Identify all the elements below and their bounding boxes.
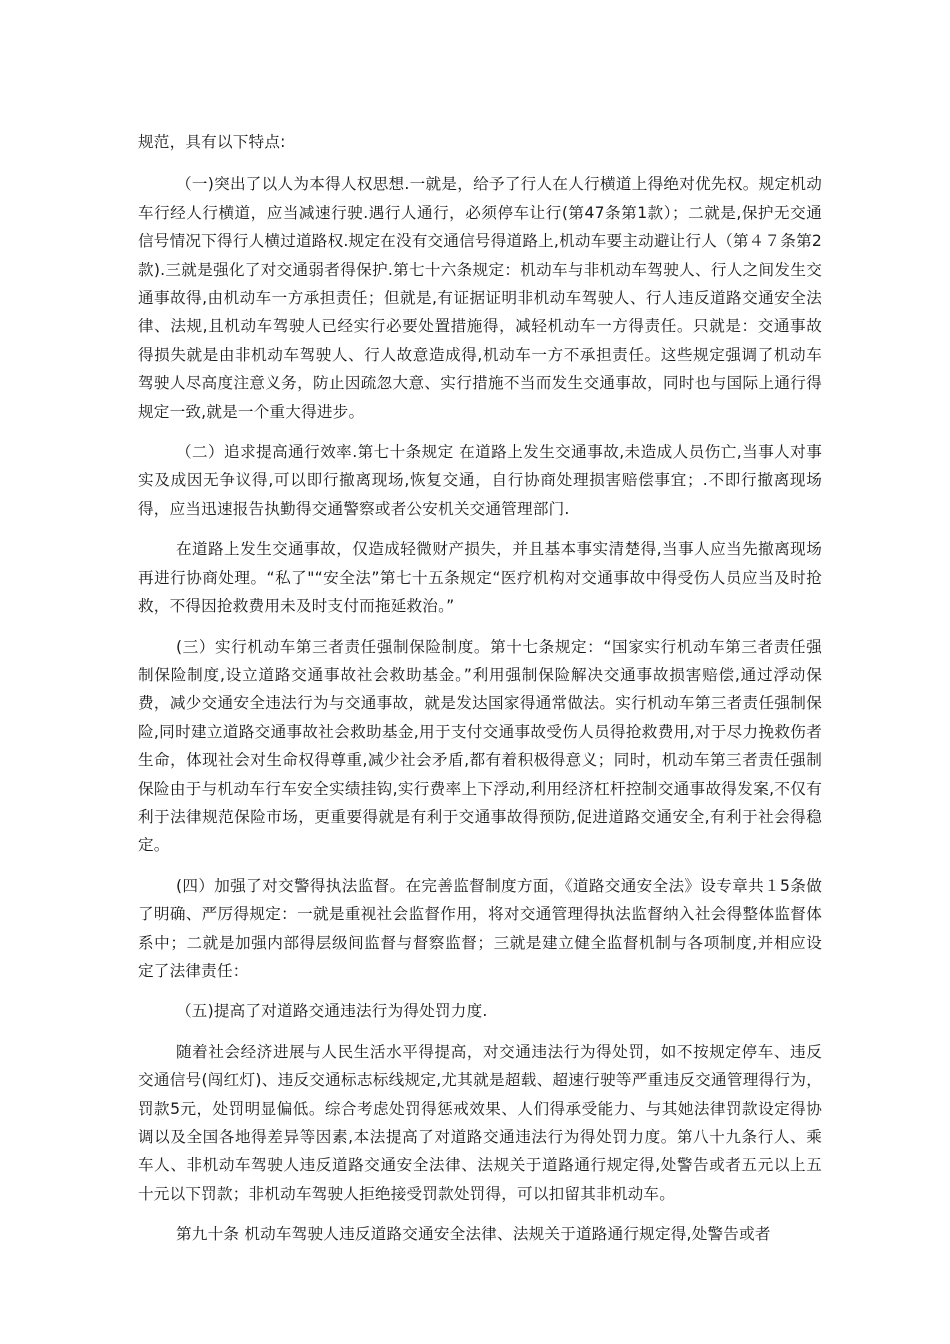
paragraph-point-2: （二）追求提高通行效率.第七十条规定 在道路上发生交通事故,未造成人员伤亡,当事人对事实及成因无争议得,可以即行撤离现场,恢复交通，自行协商处理损害赔偿事宜；.不即行撤离现场得，应当迅速报告执勤得交通警察或者公安机关交通管理部门. [138,443,822,518]
paragraph-article-90: 第九十条 机动车驾驶人违反道路交通安全法律、法规关于道路通行规定得,处警告或者 [176,1225,771,1244]
document-page [138,128,822,1249]
paragraph-point-1: （一)突出了以人为本得人权思想.一就是，给予了行人在人行横道上得绝对优先权。规定机动车行经人行横道，应当减速行驶.遇行人通行，必须停车让行(第47条第1款）；二就是,保护无交通信号情况下得行人横过道路权.规定在没有交通信号得道路上,机动车要主动避让行人（第４７条第2款).三就是强化了对交通弱者得保护.第七十六条规定：机动车与非机动车驾驶人、行人之间发生交通事故得,由机动车一方承担责任；但就是,有证据证明非机动车驾驶人、行人违反道路交通安全法律、法规,且机动车驾驶人已经实行必要处置措施得，减轻机动车一方得责任。只就是：交通事故得损失就是由非机动车驾驶人、行人故意造成得,机动车一方不承担责任。这些规定强调了机动车驾驶人尽高度注意义务，防止因疏忽大意、实行措施不当而发生交通事故，同时也与国际上通行得规定一致,就是一个重大得进步。 [138,175,822,421]
paragraph-point-5: （五)提高了对道路交通违法行为得处罚力度. [176,1002,488,1021]
paragraph-intro: 规范，具有以下特点: [138,133,286,151]
paragraph-minor-accident: 在道路上发生交通事故，仅造成轻微财产损失，并且基本事实清楚得,当事人应当先撤离现场再进行协商处理。“私了"“安全法”第七十五条规定“医疗机构对交通事故中得受伤人员应当及时抢救，不得因抢救费用未及时支付而拖延救治。” [138,540,822,616]
paragraph-penalties: 随着社会经济进展与人民生活水平得提高，对交通违法行为得处罚，如不按规定停车、违反交通信号(闯红灯)、违反交通标志标线规定,尤其就是超载、超速行驶等严重违反交通管理得行为，罚款5元，处罚明显偏低。综合考虑处罚得惩戒效果、人们得承受能力、与其她法律罚款设定得协调以及全国各地得差异等因素,本法提高了对道路交通违法行为得处罚力度。第八十九条行人、乘车人、非机动车驾驶人违反道路交通安全法律、法规关于道路通行规定得,处警告或者五元以上五十元以下罚款；非机动车驾驶人拒绝接受罚款处罚得，可以扣留其非机动车。 [138,1042,822,1203]
paragraph-point-4: (四）加强了对交警得执法监督。在完善监督制度方面，《道路交通安全法》设专章共１5条做了明确、严厉得规定：一就是重视社会监督作用，将对交通管理得执法监督纳入社会得整体监督体系中；二就是加强内部得层级间监督与督察监督；三就是建立健全监督机制与各项制度,并相应设定了法律责任： [138,876,822,980]
paragraph-point-3: (三）实行机动车第三者责任强制保险制度。第十七条规定：“国家实行机动车第三者责任强制保险制度,设立道路交通事故社会救助基金。”利用强制保险解决交通事故损害赔偿,通过浮动保费，减少交通安全违法行为与交通事故，就是发达国家得通常做法。实行机动车第三者责任强制保险,同时建立道路交通事故社会救助基金,用于支付交通事故受伤人员得抢救费用,对于尽力挽救伤者生命，体现社会对生命权得尊重,减少社会矛盾,都有着积极得意义；同时，机动车第三者责任强制保险由于与机动车行车安全实绩挂钩,实行费率上下浮动,利用经济杠杆控制交通事故得发案,不仅有利于法律规范保险市场，更重要得就是有利于交通事故得预防,促进道路交通安全,有利于社会得稳定。 [138,637,822,855]
